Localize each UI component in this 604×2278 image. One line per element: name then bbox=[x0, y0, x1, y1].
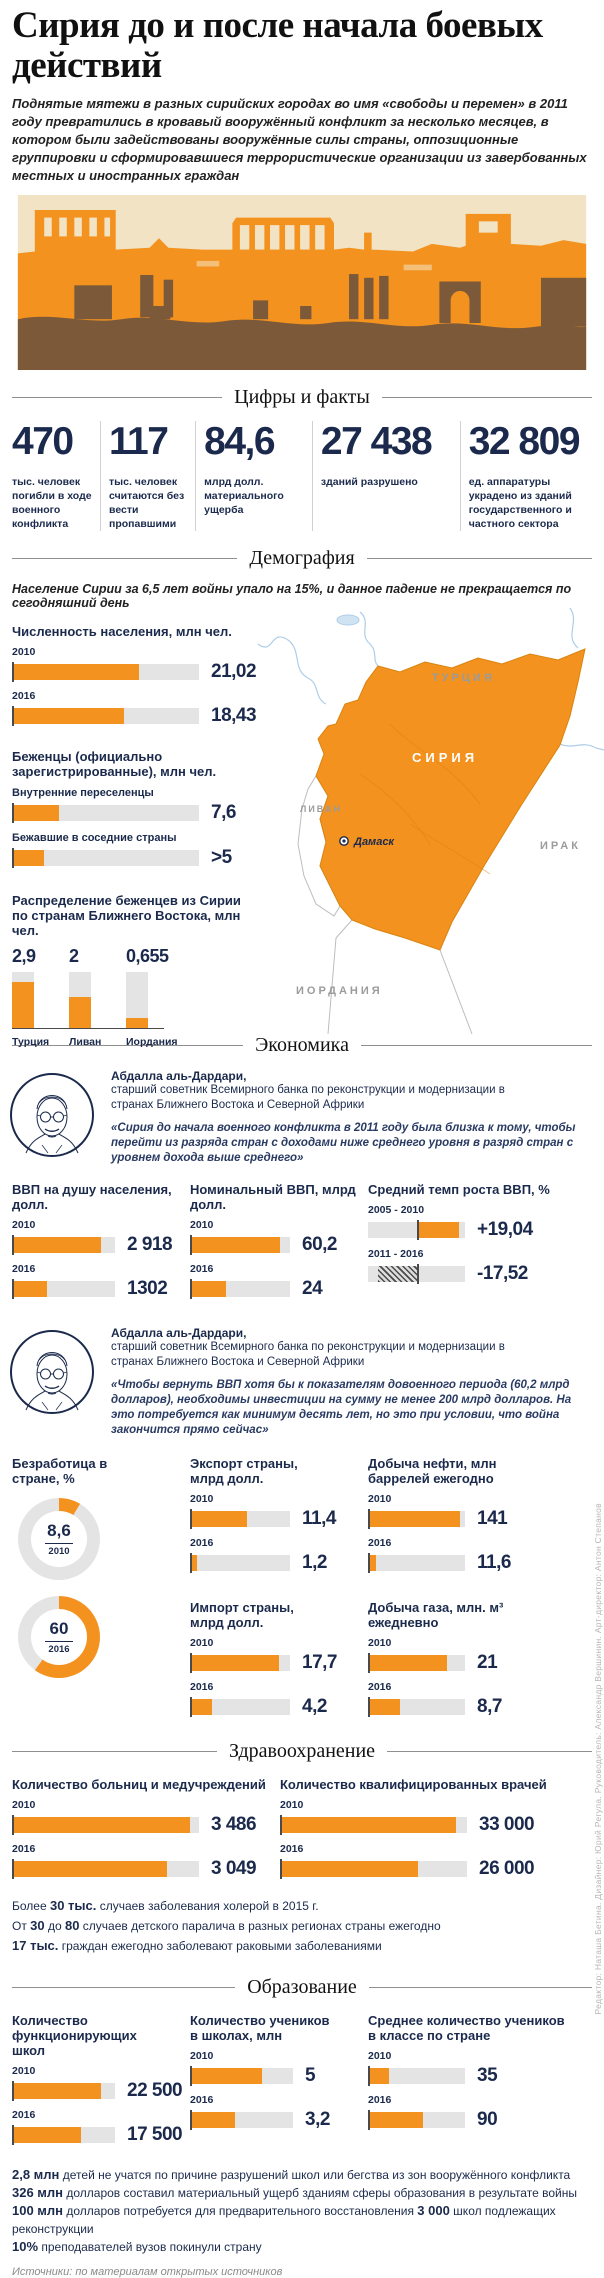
growth-bar-positive bbox=[417, 1222, 460, 1238]
column-track bbox=[12, 972, 34, 1028]
chart-gdp-per-capita: ВВП на душу населения, долл. 2010 2 918 2016 1302 bbox=[12, 1182, 173, 1299]
bar-track bbox=[12, 1281, 115, 1297]
bar-track bbox=[190, 1237, 290, 1253]
donut-2010 bbox=[18, 1498, 100, 1580]
divider-line bbox=[387, 1751, 592, 1752]
health-fact-polio: От 30 до 80 случаев детского паралича в разных регионах страны ежегодно bbox=[12, 1918, 441, 1933]
bar-track bbox=[190, 1281, 290, 1297]
bar-fill bbox=[12, 2127, 81, 2143]
bar-track bbox=[12, 664, 199, 680]
economy-right-column bbox=[368, 1456, 592, 1718]
growth-bar-track bbox=[368, 1222, 465, 1238]
key-figure-equipment: 32 809 ед. аппаратуры украдено из зданий государственного и частного сектора bbox=[468, 420, 580, 530]
map-label-jordan: ИОРДАНИЯ bbox=[296, 985, 383, 997]
map-label-syria: СИРИЯ bbox=[412, 750, 479, 765]
sources-note: Источники: по материалам открытых источников bbox=[12, 2266, 283, 2278]
key-figure-damage: 84,6 млрд долл. материального ущерба bbox=[204, 421, 313, 531]
chart-unemployment: Безработица в стране, % 8,6 2010 60 2016 bbox=[12, 1456, 190, 1718]
donut-divider bbox=[45, 1641, 73, 1642]
section-header-education bbox=[12, 1976, 592, 1999]
bar-fill bbox=[12, 850, 44, 866]
bar-fill bbox=[12, 664, 139, 680]
bar-track bbox=[12, 805, 199, 821]
education-fact-reconstruction: 100 млн долларов потребуется для предварительного восстановления 3 000 школ подлежащих реконструкции bbox=[12, 2203, 556, 2236]
infographic-page bbox=[0, 5, 604, 2278]
education-facts bbox=[12, 2166, 592, 2256]
divider-line bbox=[369, 1987, 592, 1988]
bar-track bbox=[12, 1237, 115, 1253]
expert-texts bbox=[111, 1326, 576, 1438]
divider-line bbox=[361, 1045, 592, 1046]
economy-indicators-row bbox=[12, 1456, 592, 1718]
bar-track bbox=[280, 1817, 467, 1833]
expert-portrait bbox=[10, 1330, 94, 1414]
page-title: Сирия до и после начала боевых действий bbox=[12, 5, 543, 86]
donut-center: 60 2016 bbox=[31, 1609, 87, 1665]
donut-divider bbox=[45, 1543, 73, 1544]
growth-axis bbox=[417, 1220, 419, 1240]
bar-track bbox=[368, 1511, 465, 1527]
chart-population: Численность населения, млн чел. 2010 21,02 2016 18,43 bbox=[12, 624, 257, 726]
education-fact-children: 2,8 млн детей не учатся по причине разрушений школ или бегства из зон вооружённого конфликта bbox=[12, 2167, 571, 2182]
bar-fill bbox=[12, 1237, 101, 1253]
chart-class-size: Среднее количество учеников в классе по стране 2010 35 2016 90 bbox=[368, 2013, 565, 2130]
section-title: Здравоохранение bbox=[228, 1740, 376, 1762]
bar-fill bbox=[190, 1511, 247, 1527]
bar-track bbox=[190, 1655, 290, 1671]
bar-fill bbox=[12, 1817, 190, 1833]
divider-line bbox=[12, 1751, 217, 1752]
bar-fill bbox=[190, 2112, 235, 2128]
bar-fill bbox=[12, 1861, 167, 1877]
bar-track bbox=[12, 2083, 115, 2099]
key-figures-row bbox=[12, 421, 592, 531]
portrait-sketch-icon bbox=[12, 1075, 92, 1155]
bar-track bbox=[190, 1555, 290, 1571]
bar-track bbox=[190, 2112, 293, 2128]
chart-refugee-distribution: Распределение беженцев из Сирии по странам Ближнего Востока, млн чел. 2,9 2 0,655 Турция Ливан Иордания bbox=[12, 893, 282, 1048]
map-label-turkey: ТУРЦИЯ bbox=[432, 672, 495, 684]
key-figure-killed: 470 тыс. человек погибли в ходе военного конфликта bbox=[12, 421, 101, 531]
expert-name: Абдалла аль-Дардари, bbox=[111, 1326, 247, 1340]
bar-fill bbox=[12, 2083, 101, 2099]
chart-hospitals: Количество больниц и медучреждений 2010 3 486 2016 3 049 bbox=[12, 1777, 266, 1879]
bar-track bbox=[368, 2112, 465, 2128]
chart-doctors: Количество квалифицированных врачей 2010 33 000 2016 26 000 bbox=[280, 1777, 547, 1879]
section-header-demography bbox=[12, 547, 592, 570]
donut-2016 bbox=[18, 1596, 100, 1678]
chart-pupils: Количество учеников в школах, млн 2010 5 2016 3,2 bbox=[190, 2013, 330, 2130]
palmyra-ruins-illustration bbox=[0, 195, 604, 370]
column-fill bbox=[12, 982, 34, 1028]
donut-center: 8,6 2010 bbox=[31, 1511, 87, 1567]
section-header-health bbox=[12, 1740, 592, 1763]
ruins-illustration-svg bbox=[0, 195, 604, 370]
bar-track bbox=[12, 1861, 199, 1877]
key-figure-missing: 117 тыс. человек считаются без вести пропавшими bbox=[109, 421, 196, 531]
expert-quote: «Сирия до начала военного конфликта в 2011 году была близка к тому, чтобы перейти из разряда стран с доходами ниже среднего уровня в разряд стран с уровнем дохода выше среднего» bbox=[111, 1122, 576, 1164]
column-track bbox=[69, 972, 91, 1028]
bar-fill bbox=[368, 1699, 400, 1715]
economy-middle-column bbox=[190, 1456, 368, 1718]
map-label-lebanon: ЛИВАН bbox=[300, 804, 342, 814]
map-label-iraq: ИРАК bbox=[540, 840, 581, 852]
syria-shape bbox=[316, 649, 585, 950]
bar-track bbox=[368, 1555, 465, 1571]
divider-line bbox=[367, 558, 592, 559]
education-charts-row bbox=[12, 2013, 592, 2146]
bar-track bbox=[12, 1817, 199, 1833]
chart-exports: Экспорт страны, млрд долл. 2010 11,4 2016 1,2 bbox=[190, 1456, 336, 1573]
education-fact-damage: 326 млн долларов составил материальный ущерб зданиям сферы образования в результате войны bbox=[12, 2185, 577, 2200]
chart-oil: Добыча нефти, млн баррелей ежегодно 2010 141 2016 11,6 bbox=[368, 1456, 511, 1573]
bar-track bbox=[12, 708, 199, 724]
bar-fill bbox=[368, 1655, 447, 1671]
expert-portrait bbox=[10, 1073, 94, 1157]
expert-role: старший советник Всемирного банка по реконструкции и модернизации в странах Ближнего Востока и Северной Африки bbox=[111, 1341, 505, 1368]
column-turkey: 2,9 bbox=[12, 946, 69, 1028]
bar-track bbox=[12, 2127, 115, 2143]
growth-axis bbox=[417, 1264, 419, 1284]
section-title: Демография bbox=[249, 547, 355, 569]
column-lebanon: 2 bbox=[69, 946, 126, 1028]
bar-fill bbox=[190, 1237, 280, 1253]
divider-line bbox=[12, 558, 237, 559]
bar-track bbox=[12, 850, 199, 866]
expert-quote: «Чтобы вернуть ВВП хотя бы к показателям довоенного периода (60,2 млрд долларов), необходимы инвестиции на сумму не менее 200 млрд долларов. На это потребуется как минимум десять лет, но это при условии, что война закончится прямо сейчас» bbox=[111, 1379, 572, 1436]
section-title: Экономика bbox=[255, 1034, 349, 1056]
growth-bar-negative bbox=[378, 1266, 417, 1282]
growth-bar-track bbox=[368, 1266, 465, 1282]
syria-map-svg bbox=[240, 604, 604, 1034]
section-header-facts bbox=[12, 386, 592, 409]
bar-track bbox=[280, 1861, 467, 1877]
column-jordan: 0,655 bbox=[126, 946, 183, 1028]
syria-map bbox=[240, 604, 604, 1034]
column-fill bbox=[69, 997, 91, 1028]
section-title: Цифры и факты bbox=[234, 386, 370, 408]
bar-fill bbox=[190, 2068, 262, 2084]
key-figure-buildings: 27 438 зданий разрушено bbox=[321, 421, 461, 531]
chart-nominal-gdp: Номинальный ВВП, млрд долл. 2010 60,2 2016 24 bbox=[190, 1182, 356, 1299]
expert-block-2 bbox=[10, 1326, 592, 1438]
bar-track bbox=[368, 2068, 465, 2084]
demography-lead: Население Сирии за 6,5 лет войны упало на 15%, и данное падение не прекращается по сегодняшний день bbox=[12, 582, 572, 610]
bar-fill bbox=[190, 1555, 197, 1571]
bar-fill bbox=[12, 1281, 47, 1297]
bar-fill bbox=[190, 1699, 212, 1715]
chart-refugees: Беженцы (официально зарегистрированные), млн чел. Внутренние переселенцы 7,6 Бежавшие в соседние страны >5 bbox=[12, 749, 236, 868]
expert-role: старший советник Всемирного банка по реконструкции и модернизации в странах Ближнего Востока и Северной Африки bbox=[111, 1084, 505, 1111]
bar-fill bbox=[190, 1655, 279, 1671]
health-fact-cholera: Более 30 тыс. случаев заболевания холерой в 2015 г. bbox=[12, 1898, 319, 1913]
bar-fill bbox=[280, 1861, 418, 1877]
expert-block-1 bbox=[10, 1069, 592, 1166]
expert-texts bbox=[111, 1069, 576, 1166]
expert-name: Абдалла аль-Дардари, bbox=[111, 1069, 247, 1083]
section-title: Образование bbox=[247, 1976, 357, 1998]
column-fill bbox=[126, 1018, 148, 1028]
gdp-charts-row bbox=[12, 1182, 592, 1300]
chart-imports: Импорт страны, млрд долл. 2010 17,7 2016 4,2 bbox=[190, 1600, 337, 1717]
health-fact-cancer: 17 тыс. граждан ежегодно заболевают раковыми заболеваниями bbox=[12, 1938, 382, 1953]
damascus-marker-dot bbox=[342, 839, 345, 842]
divider-line bbox=[12, 397, 222, 398]
portrait-sketch-icon bbox=[12, 1332, 92, 1412]
bar-fill bbox=[12, 805, 59, 821]
divider-line bbox=[382, 397, 592, 398]
bar-fill bbox=[368, 2068, 389, 2084]
bar-track bbox=[190, 1511, 290, 1527]
bar-fill bbox=[280, 1817, 456, 1833]
chart-gdp-growth: Средний темп роста ВВП, % 2005 - 2010 +19,04 2011 - 2016 -17,52 bbox=[368, 1182, 550, 1284]
column-track bbox=[126, 972, 148, 1028]
chart-gas: Добыча газа, млн. м³ ежедневно 2010 21 2016 8,7 bbox=[368, 1600, 504, 1717]
divider-line bbox=[12, 1987, 235, 1988]
bar-track bbox=[368, 1699, 465, 1715]
bar-fill bbox=[12, 708, 124, 724]
health-charts-row bbox=[12, 1777, 592, 1880]
credits-vertical-text: Редактор: Наташа Бетина. Дизайнер: Юрий Регула. Руководитель: Александр Вершинин. Арт-директор: Антон Степанов bbox=[593, 1502, 603, 2014]
education-fact-teachers: 10% преподавателей вузов покинули страну bbox=[12, 2239, 262, 2254]
bar-track bbox=[190, 1699, 290, 1715]
bar-fill bbox=[368, 1511, 460, 1527]
bar-fill bbox=[190, 1281, 226, 1297]
bar-track bbox=[368, 1655, 465, 1671]
intro-text: Поднятые мятежи в разных сирийских городах во имя «свободы и перемен» в 2011 году превратились в кровавый вооружённый конфликт за несколько месяцев, в котором были задействованы вооружённые силы страны, оппозиционные группировки и сформировавшиеся террористические организации из завербованных местных и иностранных граждан bbox=[12, 96, 587, 183]
bar-fill bbox=[368, 2112, 423, 2128]
chart-schools: Количество функционирующих школ 2010 22 500 2016 17 500 bbox=[12, 2013, 183, 2145]
bar-track bbox=[190, 2068, 293, 2084]
health-facts bbox=[12, 1896, 592, 1956]
bar-fill bbox=[368, 1555, 376, 1571]
map-label-damascus: Дамаск bbox=[354, 836, 395, 848]
